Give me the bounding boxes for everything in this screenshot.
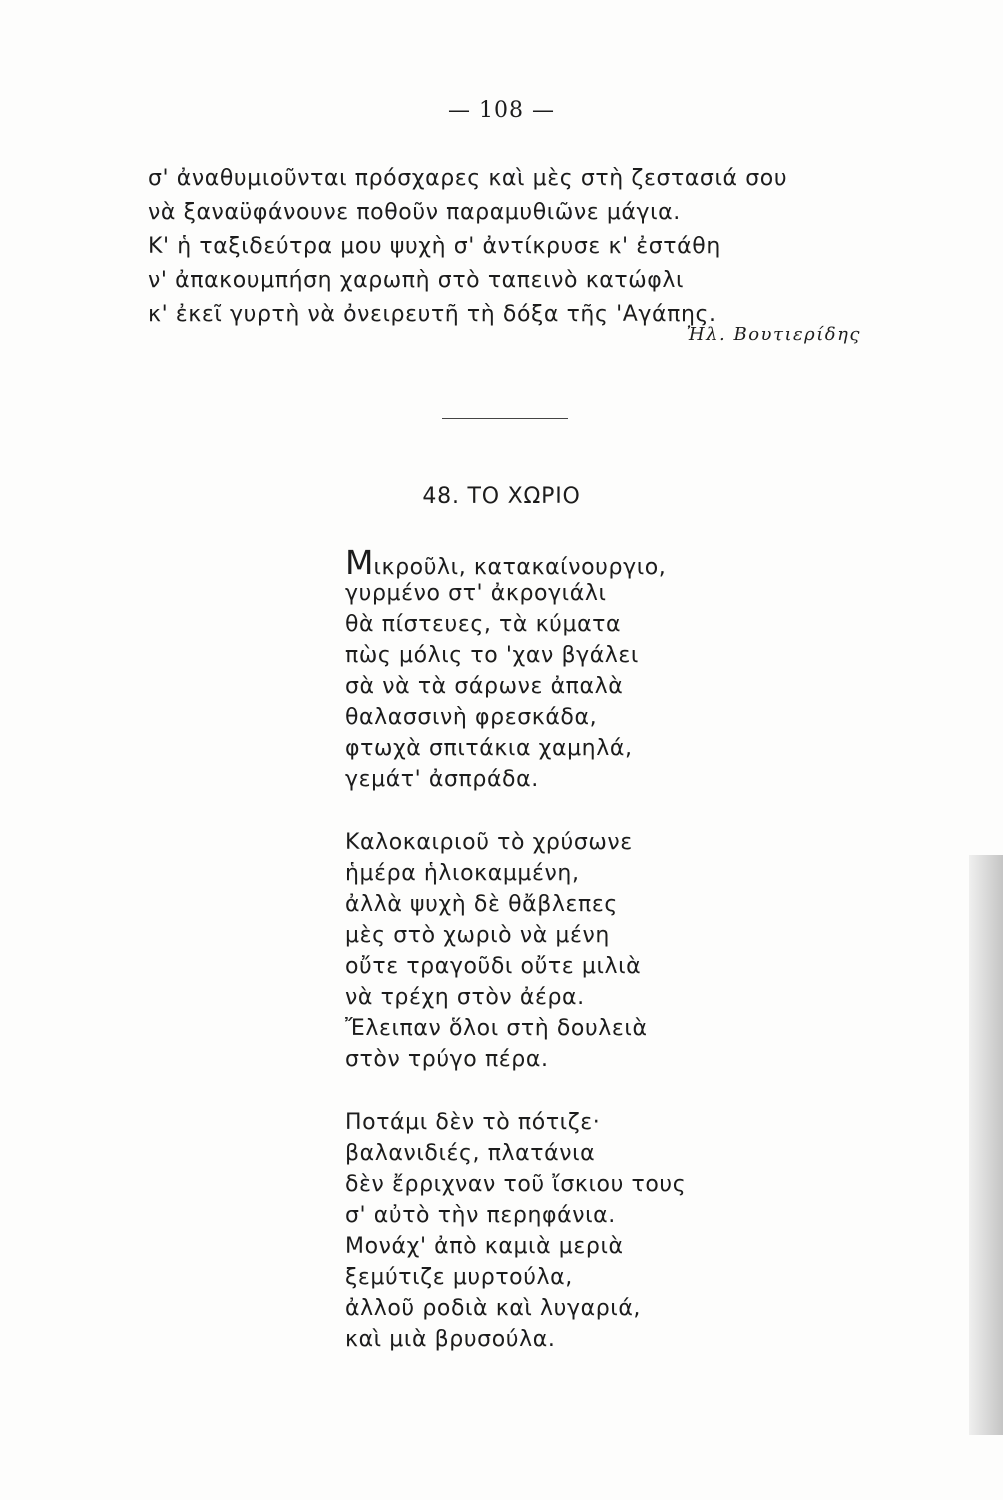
prose-line: ν' ἀπακουμπήση χαρωπὴ στὸ ταπεινὸ κατώφλι: [148, 268, 685, 293]
poem-title: 48. ΤΟ ΧΩΡΙΟ: [422, 484, 581, 509]
poem-line: ἡμέρα ἡλιοκαμμένη,: [345, 861, 580, 886]
poem-line: γεμάτ' ἀσπράδα.: [345, 767, 539, 792]
poem-line: ἀλλὰ ψυχὴ δὲ θἄβλεπες: [345, 892, 618, 917]
page-number: — 108 —: [448, 98, 555, 123]
poem-line: Ἔλειπαν ὅλοι στὴ δουλειὰ: [345, 1016, 648, 1041]
poem-line: Ποτάμι δὲν τὸ πότιζε·: [345, 1110, 601, 1135]
prose-line: κ' ἐκεῖ γυρτὴ νὰ ὀνειρευτῆ τὴ δόξα τῆς 'Αγάπης.: [148, 302, 717, 327]
prose-line: σ' ἀναθυμιοῦνται πρόσχαρες καὶ μὲς στὴ ζεστασιά σου: [148, 166, 788, 191]
page-edge-shadow: [969, 855, 1003, 1435]
poem-line: πὼς μόλις το 'χαν βγάλει: [345, 643, 639, 668]
first-line-text: ικροῦλι, κατακαίνουργιο,: [373, 555, 667, 580]
author-signature: Ἠλ. Βουτιερίδης: [686, 324, 861, 345]
poem-line: θὰ πίστευες, τὰ κύματα: [345, 612, 622, 637]
poem-line: σὰ νὰ τὰ σάρωνε ἀπαλὰ: [345, 674, 624, 699]
poem-line: Μονάχ' ἀπὸ καμιὰ μεριὰ: [345, 1234, 624, 1259]
poem-line: οὔτε τραγοῦδι οὔτε μιλιὰ: [345, 954, 642, 979]
prose-line: Κ' ἡ ταξιδεύτρα μου ψυχὴ σ' ἀντίκρυσε κ' ἐστάθη: [148, 234, 721, 259]
poem-line: ξεμύτιζε μυρτούλα,: [345, 1265, 573, 1290]
poem-line: νὰ τρέχη στὸν ἀέρα.: [345, 985, 585, 1010]
poem-line: βαλανιδιές, πλατάνια: [345, 1141, 596, 1166]
poem-line: καὶ μιὰ βρυσούλα.: [345, 1327, 556, 1352]
poem-line: [345, 543, 686, 582]
poem-line: μὲς στὸ χωριὸ νὰ μένη: [345, 923, 610, 948]
drop-cap: Μ: [345, 543, 374, 582]
poem-line: ἀλλοῦ ροδιὰ καὶ λυγαριά,: [345, 1296, 642, 1321]
stanza-2: [345, 827, 686, 1075]
section-divider: [442, 418, 568, 419]
poem-line: σ' αὐτὸ τὴν περηφάνια.: [345, 1203, 616, 1228]
poem-body: [345, 543, 687, 1355]
poem-line: φτωχὰ σπιτάκια χαμηλά,: [345, 736, 633, 761]
stanza-3: [345, 1107, 686, 1355]
poem-line: δὲν ἔρριχναν τοῦ ἴσκιου τους: [345, 1172, 687, 1197]
prose-line: νὰ ξαναϋφάνουνε ποθοῦν παραμυθιῶνε μάγια.: [148, 200, 681, 225]
poem-line: στὸν τρύγο πέρα.: [345, 1047, 549, 1072]
poem-line: Καλοκαιριοῦ τὸ χρύσωνε: [345, 830, 633, 855]
poem-line: γυρμένο στ' ἀκρογιάλι: [345, 581, 607, 606]
stanza-1: [345, 543, 686, 795]
poem-line: θαλασσινὴ φρεσκάδα,: [345, 705, 598, 730]
prose-passage: [148, 162, 868, 332]
